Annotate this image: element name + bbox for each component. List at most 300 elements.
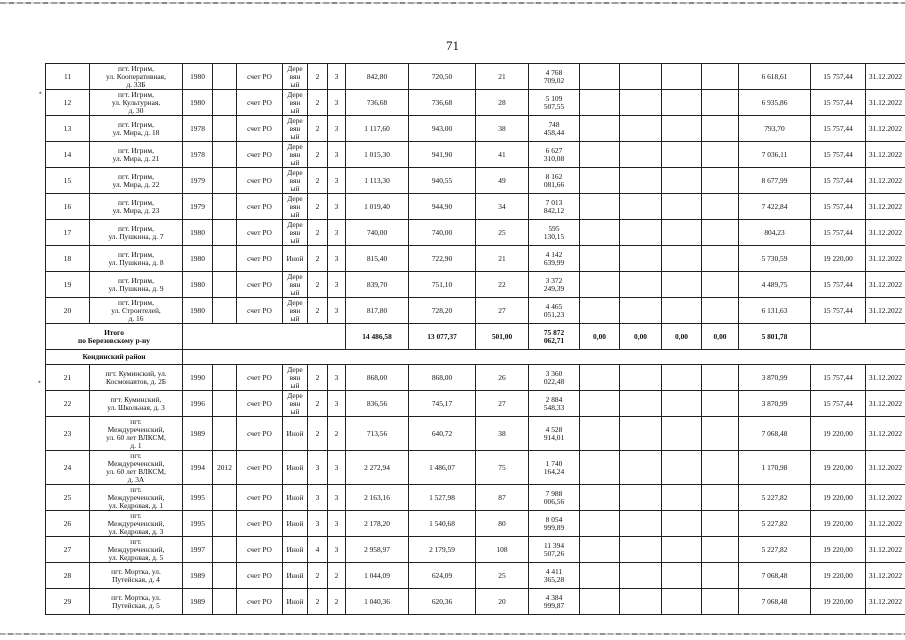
section-row <box>46 350 905 365</box>
deadline-cell: 31.12.2022 <box>866 220 905 246</box>
specific-cost-cell: 3 870,99 <box>739 391 811 417</box>
fund-cell <box>620 246 662 272</box>
living-area-cell: 640,72 <box>409 417 476 451</box>
entrances-cell: 3 <box>328 194 346 220</box>
fund-cell <box>620 142 662 168</box>
address-cell: пгт. Мортка, ул. Путейская, д. 4 <box>90 563 183 589</box>
account-cell: счет РО <box>237 64 283 90</box>
year-built-cell: 1997 <box>183 537 213 563</box>
total-area-cell: 2 178,20 <box>346 511 409 537</box>
empty-cell <box>811 324 905 350</box>
living-area-cell: 620,36 <box>409 589 476 615</box>
entrances-cell: 3 <box>328 537 346 563</box>
total-area-cell: 1 113,30 <box>346 168 409 194</box>
limit-cost-cell: 19 220,00 <box>811 417 866 451</box>
account-cell: счет РО <box>237 246 283 272</box>
entrances-cell: 3 <box>328 272 346 298</box>
residents-cell: 87 <box>476 485 529 511</box>
table-row <box>46 511 905 537</box>
floors-cell: 3 <box>308 511 328 537</box>
fund-cell <box>620 168 662 194</box>
year-renovated-cell <box>213 298 237 324</box>
account-cell: счет РО <box>237 563 283 589</box>
fund-cell <box>620 298 662 324</box>
entrances-cell: 2 <box>328 589 346 615</box>
residents-cell: 25 <box>476 563 529 589</box>
total-area-cell: 836,56 <box>346 391 409 417</box>
account-cell: счет РО <box>237 365 283 391</box>
address-cell: пгт. Игрим, ул. Мира, д. 22 <box>90 168 183 194</box>
year-renovated-cell <box>213 246 237 272</box>
total-area-cell: 1 019,40 <box>346 194 409 220</box>
scan-edge-bottom <box>0 633 905 635</box>
deadline-cell: 31.12.2022 <box>866 116 905 142</box>
year-built-cell: 1980 <box>183 246 213 272</box>
entrances-cell: 3 <box>328 246 346 272</box>
year-renovated-cell <box>213 417 237 451</box>
cost-cell: 4 768 709,02 <box>529 64 580 90</box>
year-renovated-cell <box>213 589 237 615</box>
year-built-cell: 1989 <box>183 563 213 589</box>
entrances-cell: 3 <box>328 298 346 324</box>
living-area-cell: 1 486,07 <box>409 451 476 485</box>
account-cell: счет РО <box>237 194 283 220</box>
fund-cell <box>662 391 702 417</box>
year-built-cell: 1995 <box>183 485 213 511</box>
row-number: 11 <box>46 64 90 90</box>
residents-cell: 21 <box>476 246 529 272</box>
account-cell: счет РО <box>237 168 283 194</box>
section-heading: Кондинский район <box>46 350 183 365</box>
address-cell: пгт. Междуреченский, ул. Кедровая, д. 5 <box>90 537 183 563</box>
limit-cost-cell: 19 220,00 <box>811 563 866 589</box>
wall-material-cell: Дере вян ый <box>283 168 308 194</box>
limit-cost-cell: 15 757,44 <box>811 220 866 246</box>
specific-cost-cell: 6 618,61 <box>739 64 811 90</box>
floors-cell: 2 <box>308 116 328 142</box>
fund-cell: 0,00 <box>662 324 702 350</box>
table-row <box>46 391 905 417</box>
cost-cell: 7 013 842,12 <box>529 194 580 220</box>
fund-cell <box>620 64 662 90</box>
table-row <box>46 485 905 511</box>
row-number: 15 <box>46 168 90 194</box>
entrances-cell: 3 <box>328 220 346 246</box>
specific-cost-cell: 5 730,59 <box>739 246 811 272</box>
total-area-cell: 868,00 <box>346 365 409 391</box>
specific-cost-cell: 4 489,75 <box>739 272 811 298</box>
wall-material-cell: Иной <box>283 537 308 563</box>
account-cell: счет РО <box>237 90 283 116</box>
living-area-cell: 13 077,37 <box>409 324 476 350</box>
year-built-cell: 1995 <box>183 511 213 537</box>
living-area-cell: 740,00 <box>409 220 476 246</box>
total-area-cell: 839,70 <box>346 272 409 298</box>
address-cell: пгт. Междуреченский, ул. Кедровая, д. 3 <box>90 511 183 537</box>
account-cell: счет РО <box>237 272 283 298</box>
fund-cell <box>662 365 702 391</box>
limit-cost-cell: 15 757,44 <box>811 90 866 116</box>
table-row <box>46 537 905 563</box>
living-area-cell: 728,20 <box>409 298 476 324</box>
address-cell: пгт. Междуреченский, ул. 60 лет ВЛКСМ, д. 3А <box>90 451 183 485</box>
deadline-cell: 31.12.2022 <box>866 246 905 272</box>
fund-cell <box>662 116 702 142</box>
floors-cell: 2 <box>308 246 328 272</box>
fund-cell <box>620 90 662 116</box>
floors-cell: 4 <box>308 537 328 563</box>
limit-cost-cell: 19 220,00 <box>811 537 866 563</box>
table-row <box>46 168 905 194</box>
account-cell: счет РО <box>237 220 283 246</box>
empty-cell <box>183 324 346 350</box>
fund-cell <box>620 485 662 511</box>
table-row <box>46 142 905 168</box>
wall-material-cell: Иной <box>283 246 308 272</box>
wall-material-cell: Дере вян ый <box>283 298 308 324</box>
address-cell: пгт. Игрим, ул. Культурная, д. 30 <box>90 90 183 116</box>
entrances-cell: 3 <box>328 168 346 194</box>
total-area-cell: 1 117,60 <box>346 116 409 142</box>
cost-cell: 4 528 914,01 <box>529 417 580 451</box>
residents-cell: 38 <box>476 417 529 451</box>
fund-cell <box>580 511 620 537</box>
total-area-cell: 740,00 <box>346 220 409 246</box>
wall-material-cell: Дере вян ый <box>283 194 308 220</box>
residents-cell: 38 <box>476 116 529 142</box>
fund-cell <box>662 246 702 272</box>
account-cell: счет РО <box>237 417 283 451</box>
wall-material-cell: Дере вян ый <box>283 142 308 168</box>
fund-cell <box>702 563 739 589</box>
address-cell: пгт. Куминский, ул. Космонавтов, д. 2Б <box>90 365 183 391</box>
cost-cell: 4 384 999,87 <box>529 589 580 615</box>
fund-cell <box>580 298 620 324</box>
fund-cell <box>580 194 620 220</box>
account-cell: счет РО <box>237 391 283 417</box>
specific-cost-cell: 6 131,63 <box>739 298 811 324</box>
limit-cost-cell: 15 757,44 <box>811 168 866 194</box>
year-renovated-cell <box>213 90 237 116</box>
address-cell: пгт. Игрим, ул. Кооперативная, д. 33Б <box>90 64 183 90</box>
living-area-cell: 722,90 <box>409 246 476 272</box>
fund-cell: 0,00 <box>702 324 739 350</box>
cost-cell: 6 627 310,08 <box>529 142 580 168</box>
year-renovated-cell: 2012 <box>213 451 237 485</box>
living-area-cell: 624,09 <box>409 563 476 589</box>
living-area-cell: 868,00 <box>409 365 476 391</box>
deadline-cell: 31.12.2022 <box>866 589 905 615</box>
deadline-cell: 31.12.2022 <box>866 485 905 511</box>
floors-cell: 2 <box>308 589 328 615</box>
floors-cell: 2 <box>308 142 328 168</box>
fund-cell <box>620 563 662 589</box>
total-area-cell: 1 015,30 <box>346 142 409 168</box>
row-number: 16 <box>46 194 90 220</box>
year-built-cell: 1980 <box>183 90 213 116</box>
year-renovated-cell <box>213 142 237 168</box>
fund-cell <box>580 563 620 589</box>
fund-cell <box>662 298 702 324</box>
fund-cell <box>702 298 739 324</box>
fund-cell <box>580 90 620 116</box>
address-cell: пгт. Куминский, ул. Школьная, д. 3 <box>90 391 183 417</box>
wall-material-cell: Иной <box>283 563 308 589</box>
row-number: 22 <box>46 391 90 417</box>
cost-cell: 595 130,15 <box>529 220 580 246</box>
table-row <box>46 246 905 272</box>
deadline-cell: 31.12.2022 <box>866 365 905 391</box>
fund-cell <box>702 142 739 168</box>
table-row <box>46 194 905 220</box>
living-area-cell: 720,50 <box>409 64 476 90</box>
residents-cell: 21 <box>476 64 529 90</box>
residents-cell: 80 <box>476 511 529 537</box>
year-built-cell: 1989 <box>183 589 213 615</box>
row-number: 14 <box>46 142 90 168</box>
empty-cell <box>183 350 905 365</box>
total-area-cell: 2 163,16 <box>346 485 409 511</box>
fund-cell <box>662 563 702 589</box>
fund-cell <box>702 64 739 90</box>
floors-cell: 2 <box>308 272 328 298</box>
deadline-cell: 31.12.2022 <box>866 90 905 116</box>
row-number: 20 <box>46 298 90 324</box>
row-number: 28 <box>46 563 90 589</box>
row-number: 17 <box>46 220 90 246</box>
floors-cell: 2 <box>308 220 328 246</box>
cost-cell: 75 872 062,71 <box>529 324 580 350</box>
year-built-cell: 1980 <box>183 298 213 324</box>
floors-cell: 2 <box>308 298 328 324</box>
cost-cell: 3 372 249,39 <box>529 272 580 298</box>
specific-cost-cell: 804,23 <box>739 220 811 246</box>
fund-cell <box>702 417 739 451</box>
specific-cost-cell: 7 068,48 <box>739 417 811 451</box>
year-built-cell: 1990 <box>183 365 213 391</box>
wall-material-cell: Дере вян ый <box>283 391 308 417</box>
fund-cell <box>580 365 620 391</box>
table-row <box>46 451 905 485</box>
year-renovated-cell <box>213 511 237 537</box>
living-area-cell: 751,10 <box>409 272 476 298</box>
account-cell: счет РО <box>237 589 283 615</box>
fund-cell <box>580 64 620 90</box>
fund-cell <box>620 451 662 485</box>
total-area-cell: 1 040,36 <box>346 589 409 615</box>
wall-material-cell: Иной <box>283 589 308 615</box>
fund-cell <box>662 511 702 537</box>
residents-cell: 26 <box>476 365 529 391</box>
entrances-cell: 3 <box>328 485 346 511</box>
fund-cell <box>580 485 620 511</box>
fund-cell <box>662 142 702 168</box>
floors-cell: 2 <box>308 365 328 391</box>
account-cell: счет РО <box>237 485 283 511</box>
fund-cell <box>702 246 739 272</box>
cost-cell: 7 988 006,56 <box>529 485 580 511</box>
limit-cost-cell: 15 757,44 <box>811 64 866 90</box>
year-renovated-cell <box>213 194 237 220</box>
specific-cost-cell: 7 068,48 <box>739 563 811 589</box>
year-built-cell: 1989 <box>183 417 213 451</box>
row-number: 24 <box>46 451 90 485</box>
account-cell: счет РО <box>237 511 283 537</box>
limit-cost-cell: 19 220,00 <box>811 246 866 272</box>
account-cell: счет РО <box>237 451 283 485</box>
year-renovated-cell <box>213 365 237 391</box>
fund-cell <box>702 391 739 417</box>
residents-cell: 49 <box>476 168 529 194</box>
wall-material-cell: Дере вян ый <box>283 365 308 391</box>
row-number: 12 <box>46 90 90 116</box>
account-cell: счет РО <box>237 537 283 563</box>
fund-cell <box>620 116 662 142</box>
fund-cell <box>620 537 662 563</box>
total-area-cell: 817,80 <box>346 298 409 324</box>
address-cell: пгт. Игрим, ул. Пушкина, д. 8 <box>90 246 183 272</box>
living-area-cell: 736,68 <box>409 90 476 116</box>
specific-cost-cell: 1 170,98 <box>739 451 811 485</box>
total-row <box>46 324 905 350</box>
limit-cost-cell: 19 220,00 <box>811 485 866 511</box>
fund-cell <box>702 116 739 142</box>
fund-cell <box>662 451 702 485</box>
year-built-cell: 1994 <box>183 451 213 485</box>
fund-cell <box>702 485 739 511</box>
wall-material-cell: Иной <box>283 511 308 537</box>
deadline-cell: 31.12.2022 <box>866 64 905 90</box>
deadline-cell: 31.12.2022 <box>866 417 905 451</box>
residents-cell: 108 <box>476 537 529 563</box>
entrances-cell: 3 <box>328 511 346 537</box>
limit-cost-cell: 15 757,44 <box>811 272 866 298</box>
residents-cell: 27 <box>476 298 529 324</box>
account-cell: счет РО <box>237 142 283 168</box>
deadline-cell: 31.12.2022 <box>866 168 905 194</box>
year-renovated-cell <box>213 168 237 194</box>
total-area-cell: 14 486,58 <box>346 324 409 350</box>
fund-cell <box>580 168 620 194</box>
year-renovated-cell <box>213 563 237 589</box>
row-number: 29 <box>46 589 90 615</box>
table-row <box>46 417 905 451</box>
cost-cell: 748 458,44 <box>529 116 580 142</box>
limit-cost-cell: 19 220,00 <box>811 451 866 485</box>
fund-cell <box>620 589 662 615</box>
fund-cell <box>662 64 702 90</box>
fund-cell <box>702 537 739 563</box>
account-cell: счет РО <box>237 298 283 324</box>
year-renovated-cell <box>213 64 237 90</box>
fund-cell <box>580 391 620 417</box>
deadline-cell: 31.12.2022 <box>866 537 905 563</box>
fund-cell <box>580 589 620 615</box>
floors-cell: 2 <box>308 417 328 451</box>
address-cell: пгт. Игрим, ул. Мира, д. 23 <box>90 194 183 220</box>
year-renovated-cell <box>213 272 237 298</box>
fund-cell <box>662 589 702 615</box>
floors-cell: 3 <box>308 451 328 485</box>
row-number: 18 <box>46 246 90 272</box>
wall-material-cell: Дере вян ый <box>283 220 308 246</box>
year-built-cell: 1980 <box>183 64 213 90</box>
limit-cost-cell: 15 757,44 <box>811 142 866 168</box>
total-area-cell: 2 958,97 <box>346 537 409 563</box>
fund-cell <box>702 511 739 537</box>
specific-cost-cell: 5 227,82 <box>739 537 811 563</box>
fund-cell <box>620 220 662 246</box>
address-cell: пгт. Мортка, ул. Путейская, д. 5 <box>90 589 183 615</box>
fund-cell <box>702 451 739 485</box>
fund-cell <box>662 417 702 451</box>
limit-cost-cell: 15 757,44 <box>811 116 866 142</box>
fund-cell <box>662 220 702 246</box>
fund-cell <box>620 194 662 220</box>
fund-cell <box>580 142 620 168</box>
table-row <box>46 64 905 90</box>
year-renovated-cell <box>213 220 237 246</box>
wall-material-cell: Дере вян ый <box>283 116 308 142</box>
residents-cell: 75 <box>476 451 529 485</box>
fund-cell <box>662 272 702 298</box>
row-number: 25 <box>46 485 90 511</box>
fund-cell <box>662 537 702 563</box>
year-built-cell: 1979 <box>183 168 213 194</box>
cost-cell: 1 740 164,24 <box>529 451 580 485</box>
total-area-cell: 842,80 <box>346 64 409 90</box>
limit-cost-cell: 19 220,00 <box>811 511 866 537</box>
living-area-cell: 1 540,68 <box>409 511 476 537</box>
living-area-cell: 2 179,59 <box>409 537 476 563</box>
entrances-cell: 2 <box>328 563 346 589</box>
living-area-cell: 940,55 <box>409 168 476 194</box>
specific-cost-cell: 3 870,99 <box>739 365 811 391</box>
row-number: 26 <box>46 511 90 537</box>
fund-cell <box>702 272 739 298</box>
fund-cell <box>580 451 620 485</box>
residents-cell: 25 <box>476 220 529 246</box>
specific-cost-cell: 8 677,99 <box>739 168 811 194</box>
wall-material-cell: Иной <box>283 451 308 485</box>
specific-cost-cell: 793,70 <box>739 116 811 142</box>
year-built-cell: 1978 <box>183 142 213 168</box>
address-cell: пгт. Игрим, ул. Мира, д. 21 <box>90 142 183 168</box>
deadline-cell: 31.12.2022 <box>866 272 905 298</box>
fund-cell <box>620 417 662 451</box>
total-area-cell: 713,56 <box>346 417 409 451</box>
limit-cost-cell: 15 757,44 <box>811 365 866 391</box>
scan-mark: • <box>37 378 42 387</box>
deadline-cell: 31.12.2022 <box>866 451 905 485</box>
address-cell: пгт. Игрим, ул. Пушкина, д. 9 <box>90 272 183 298</box>
deadline-cell: 31.12.2022 <box>866 142 905 168</box>
fund-cell <box>702 168 739 194</box>
row-number: 23 <box>46 417 90 451</box>
deadline-cell: 31.12.2022 <box>866 511 905 537</box>
row-number: 13 <box>46 116 90 142</box>
table-row <box>46 563 905 589</box>
entrances-cell: 3 <box>328 116 346 142</box>
year-built-cell: 1996 <box>183 391 213 417</box>
address-cell: пгт. Игрим, ул. Пушкина, д. 7 <box>90 220 183 246</box>
living-area-cell: 1 527,98 <box>409 485 476 511</box>
fund-cell <box>620 272 662 298</box>
cost-cell: 8 054 999,89 <box>529 511 580 537</box>
fund-cell <box>662 168 702 194</box>
scan-edge-top <box>0 2 905 4</box>
residents-cell: 41 <box>476 142 529 168</box>
